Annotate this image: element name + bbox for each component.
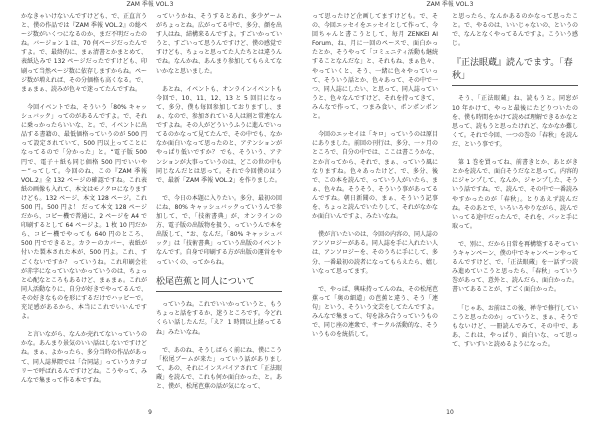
paragraph: 「じゃあ、お前はこの後、禅寺で修行していこうと思ったのか」っていうと、まぁ、そうでもないけど、一冊読んでみて、その中で、ああ、これは、やっぱり、面白いな、って思って、すいすいと読めるようになった。 xyxy=(452,304,578,348)
paragraph: 僕が言いたいのは、今回の内容の、同人誌のアンソロジーがある。同人誌を手に入れたい人は、アンソロジーを、そのうちに手にして、多分、一番最初の読者になってもらえたら、嬉しいなって思ってます。 xyxy=(312,231,438,275)
paragraph: で、別に、だから日常を再構築するぞっていうキャンペーン、僕の中でキャンペーンやってるんですけど、で、「正法眼蔵」を一話ずつ読み進めていこうと思ったら、「春秋」っていう巻があって、意外と、読んだら、面白かった。書いてあることが、すごく面白かった。 xyxy=(452,240,578,294)
paragraph: 今回イベントでね、そういう「80% キャッシュバック」ってのがあるんですよ。で、それに乗っかったらいいな、と。で、イベントに出品する書籍の、最低価格っていうのが 500 円って設定されていて、500 円以上ってことになってるので「分かった」と。“電子版 500 円で、電子＋紙も同じ価格 500 円でいいやー”ってして。今回のね、この『ZAM 季報 VOL.2』全 132 ページの確認ですね。これ表紙の画像も入れて、本文はモノクロになりますけども。132 ページ、本文 128 ページ。これ 500 円。500 円よ！ だって本文 128 ページだから、コピー機で普通に、2 ページを A4 で印刷するとして 64 ページよ。1 枚 10 円だから、コピー機でやっても 640 円のところ、500 円でできると。カラーのカバー、表紙が付いた製本された本が、500 円よ。これ、すごくないですか？ っていうね。これ印刷会社が赤字になっていないかっていうのは、ちょっと心配なところもあるけど、まぁまぁ。これが同人活動なりに、自分が好きでやってるんで、その好きなものを形にするだけでハッピーで。充足感があるから、本当にこれでいいんですよ。 xyxy=(21,103,147,321)
paragraph: そう、「正法眼蔵」ね、読もうと。同窓が 10 年かけて、やっと最後にたどりついたのを、僕も時間をかけて読めば理解できるかなと思って、読もうと思ったけれど、なかなか難しくて。それで今回、一つの巻の「春秋」を読んだ、という事です。 xyxy=(452,95,578,148)
running-head: ZAM 季報 VOL.3 xyxy=(126,1,174,8)
paragraph: と言いながら、なんか売れてないっていうのかな。あんまり景気のいい話はしないですけどね。まぁ、よかったら、多分当時の作品があって、同人誌界隈では「合同誌」っていうカテゴリーで呼ばれるんですけどね。こうやって、みんなで集まって作る本ですね。 xyxy=(21,331,147,384)
section-heading: 『正法眼蔵』読んでます。「春秋」 xyxy=(452,57,578,86)
page-number: 9 xyxy=(148,409,152,416)
text-column-right xyxy=(156,12,282,406)
paragraph: 第 1 巻を買ってね、前書きとか、あとがきとかを読んで、面白そうだなと思って。内容的にジャンプして、なんか、ジャンプした、そういう話ですね。で、読んで、その中で一番読みやすかったのが「春秋」。とりあえず読んだね。そのあとで、いろいろやりながら、読んでいってる途中だったんで、それを、パッと手に取って。 xyxy=(452,159,578,230)
text-column-left xyxy=(21,12,147,406)
paragraph: っていうね。これでいいかっていうと、もうちょっと話をするか、迷うところです。今どれくらい話したんだ。「え？ 1 時間以上経ってるね」みたいなね。 xyxy=(156,301,282,336)
paragraph: 今回のエッセイは「キロ」っていうのは原目にありました。前回の刊行は、多分、一ヶ月のところで、自分の中では、ここは書こうかな、とか言ってから、それで、まぁ、っていう風になりますね。色々あったけど、で、多分、後で、この本を読んで、っていう人がいたら、まぁ、色々ね。そうそう、そういう事があってるんですね。朝日新聞の、まぁ、そういう記事を、ちょっと読んでいたりして、それがなかなか面白いんですよ、みたいなね。 xyxy=(312,131,438,221)
running-head: ZAM 季報 VOL.3 xyxy=(426,1,474,8)
section-heading: 松尾芭蕉と同人について xyxy=(156,276,282,293)
text-column-left xyxy=(312,12,438,406)
paragraph: っていうかね、そうするとあれ、多少ゲームがちょっとね。広がってる中で、多分、顔を出す人はね、結構来るんですよ。すごいかっていうと、すごいって思うんですけど、僕の感覚ですけども、ちょっと思ってた人たちとは違うんでね。なんかね、あんまり参加してもらえてないかなと思いました。 xyxy=(156,13,282,75)
text-column-right xyxy=(452,12,578,406)
page-10 xyxy=(300,0,600,422)
paragraph: かなきゃいけないんですけども、で、正直言うと、僕の作品では『ZAM 季報 VOL.2』の総ページ数がいくつになるのか、まだ不明だったのね。バージョン 1 は、70 何ページだったんですよ。で、最終的に、まぁ清書とかまとめて、表紙込みで 132 ページだったですけども、印刷って当然ページ数に依存しますからね。ページ数が増えれば、その分価格も高くなる。で、まぁまぁ、読みが色々で迷ってたんですね。 xyxy=(21,13,147,93)
page-number: 10 xyxy=(446,409,454,416)
paragraph: と思ったら、なんかあるのかなって思ったこと。で、やるのは、いいじゃないの、というので、なんとなくやってるんですよ。こういう感じ。 xyxy=(452,13,578,48)
paragraph: で、やっぱ、興味持ってんのね、その松尾芭蕉って「奥の細道」の芭蕉と違う、そう「連句」という、そういう文芸をしてたんですよ。みんなで集まって、句を詠み合うっていうもので、同じ座の連衆で、サークル活動的な、そういうものを統括して。 xyxy=(312,285,438,339)
paragraph: で、あのね、そうしばらく前にね、僕にこう「松尾ブームが来た」っていう話がありまして、あの、それにインスパイアされて「正法眼蔵」を読んで、これも何か面白かった、と。あと、僕が、松尾芭蕉の話が気になって、 xyxy=(156,346,282,391)
paragraph: で、今日の本題に入りたい。多分、最初の回にね、80% キャッシュバックっていうんで参加して、で、「技術書典」が、オンラインの方、電子版の出版物を扱う、っていうんで本を出版して、“お、なんだ。「80% キャッシュバック」は「技術書典」っていう出版のイベントなんです。自身で印刷する方が出版の運営をやっていくの、ってからね。 xyxy=(156,194,282,266)
paragraph: って思ったけど企画してますけども。で、その、今回エッセイをエッセイとして作って、今回ちゃんと書こうとして、毎月 ZENKEI AI Forum、ね、月に一回のペースで、面白かったとか、そうやって「コミュニティ活動も継続することなんだな」と、それもね、まぁ色々、やっていくと、そう、一緒に色々やっていって、そういう話とか、色々あって、その中で一つ、同人誌にしたい、と思って、同人誌っていうと、色々なんですけど、それを持ってきて、みんなで作って、つまみ食い、ポンポンポンと。 xyxy=(312,13,438,121)
paragraph: あとね、イベントも、オンラインイベントも今回で、10、11、12、13 と 5 回目になって、多分、僕も毎回参加しておりますし、まぁ、なので、参加されている人は割と常連なんですよね。その人がどういうふうに進んでいってるのかなって見てたんで、その中でも、なかなか面白いなって思ったのと、アテンションがやっぱり低いですか？ でも、そういう、アテンションが大事っていうのは、どこの世の中も同じなんだとは思って。それで今回僕のほうで、最新「ZAM 季報 VOL.2」を作りました。 xyxy=(156,85,282,184)
